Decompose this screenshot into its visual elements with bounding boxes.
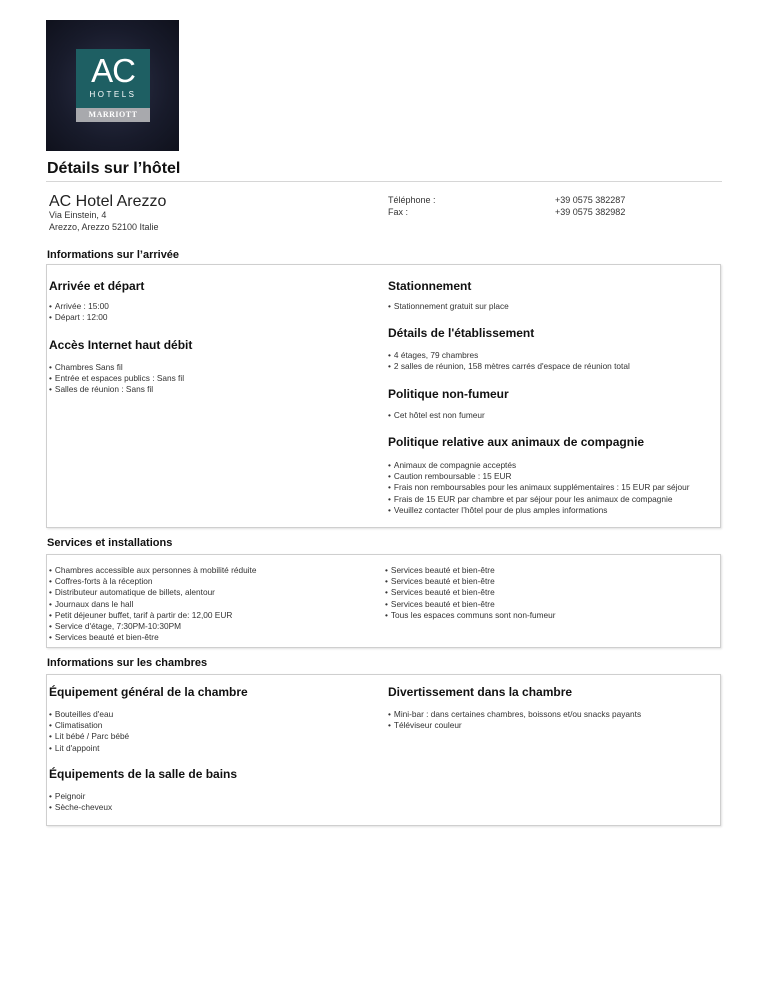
list-item: • Distributeur automatique de billets, alentour — [49, 587, 256, 598]
list-item: • Stationnement gratuit sur place — [388, 301, 509, 312]
services-list-left — [49, 565, 256, 643]
arrival-section-heading: Informations sur l’arrivée — [47, 249, 180, 261]
list-item: • Services beauté et bien-être — [385, 587, 556, 598]
list-item: • Services beauté et bien-être — [49, 632, 256, 643]
services-panel — [46, 554, 721, 648]
list-item: • Départ : 12:00 — [49, 312, 109, 323]
list-item: • Mini-bar : dans certaines chambres, boissons et/ou snacks payants — [388, 709, 641, 720]
list-item: • Sèche-cheveux — [49, 802, 112, 813]
list-item: • Journaux dans le hall — [49, 599, 256, 610]
property-list — [388, 350, 630, 372]
list-item: • Veuillez contacter l’hôtel pour de plus amples informations — [388, 505, 690, 516]
list-item: • Tous les espaces communs sont non-fumeur — [385, 610, 556, 621]
checkin-list — [49, 301, 109, 323]
services-list-right — [385, 565, 556, 621]
list-item: • 2 salles de réunion, 158 mètres carrés d'espace de réunion total — [388, 361, 630, 372]
phone-value: +39 0575 382287 — [555, 195, 626, 205]
logo-ac-text: AC — [91, 52, 135, 89]
list-item: • Services beauté et bien-être — [385, 599, 556, 610]
list-item: • Caution remboursable : 15 EUR — [388, 471, 690, 482]
checkin-title: Arrivée et départ — [49, 279, 145, 293]
logo-mark — [76, 49, 150, 122]
pets-list — [388, 460, 690, 516]
parking-list — [388, 301, 509, 312]
list-item: • Services beauté et bien-être — [385, 565, 556, 576]
fax-label: Fax : — [388, 207, 409, 217]
list-item: • Arrivée : 15:00 — [49, 301, 109, 312]
room-equipment-title: Équipement général de la chambre — [49, 685, 248, 699]
list-item: • Cet hôtel est non fumeur — [388, 410, 485, 421]
entertainment-list — [388, 709, 641, 731]
logo-hotels-text: HOTELS — [89, 90, 137, 99]
address-line-1: Via Einstein, 4 — [49, 210, 107, 220]
bathroom-title: Équipements de la salle de bains — [49, 767, 238, 781]
list-item: • Chambres accessible aux personnes à mobilité réduite — [49, 565, 256, 576]
services-section-heading: Services et installations — [47, 537, 173, 549]
hotel-logo — [46, 20, 179, 151]
logo-band — [76, 108, 150, 122]
page-title: Détails sur l’hôtel — [47, 160, 181, 177]
list-item: • Coffres-forts à la réception — [49, 576, 256, 587]
property-title: Détails de l'établissement — [388, 326, 535, 340]
list-item: • Chambres Sans fil — [49, 362, 184, 373]
list-item: • Animaux de compagnie acceptés — [388, 460, 690, 471]
address-line-2: Arezzo, Arezzo 52100 Italie — [49, 222, 159, 232]
list-item: • Téléviseur couleur — [388, 720, 641, 731]
room-equipment-list — [49, 709, 129, 754]
hotel-name: AC Hotel Arezzo — [49, 193, 167, 210]
list-item: • Entrée et espaces publics : Sans fil — [49, 373, 184, 384]
list-item: • Services beauté et bien-être — [385, 576, 556, 587]
rooms-panel — [46, 674, 721, 826]
arrival-panel — [46, 264, 721, 528]
list-item: • Bouteilles d'eau — [49, 709, 129, 720]
list-item: • Petit déjeuner buffet, tarif à partir de: 12,00 EUR — [49, 610, 256, 621]
list-item: • Lit d'appoint — [49, 743, 129, 754]
internet-title: Accès Internet haut débit — [49, 338, 193, 352]
list-item: • Peignoir — [49, 791, 112, 802]
internet-list — [49, 362, 184, 396]
fax-value: +39 0575 382982 — [555, 207, 626, 217]
list-item: • Climatisation — [49, 720, 129, 731]
logo-marriott-text: MARRIOTT — [88, 110, 138, 119]
bathroom-list — [49, 791, 112, 813]
list-item: • Lit bébé / Parc bébé — [49, 731, 129, 742]
smoking-list — [388, 410, 485, 421]
parking-title: Stationnement — [388, 279, 472, 293]
entertainment-title: Divertissement dans la chambre — [388, 685, 573, 699]
title-divider — [46, 181, 722, 182]
list-item: • Service d'étage, 7:30PM-10:30PM — [49, 621, 256, 632]
pets-title: Politique relative aux animaux de compagnie — [388, 435, 645, 449]
list-item: • Frais de 15 EUR par chambre et par séjour pour les animaux de compagnie — [388, 494, 690, 505]
rooms-section-heading: Informations sur les chambres — [47, 657, 208, 669]
list-item: • Salles de réunion : Sans fil — [49, 384, 184, 395]
list-item: • Frais non remboursables pour les animaux supplémentaires : 15 EUR par séjour — [388, 482, 690, 493]
list-item: • 4 étages, 79 chambres — [388, 350, 630, 361]
phone-label: Téléphone : — [388, 195, 436, 205]
smoking-title: Politique non-fumeur — [388, 387, 509, 401]
